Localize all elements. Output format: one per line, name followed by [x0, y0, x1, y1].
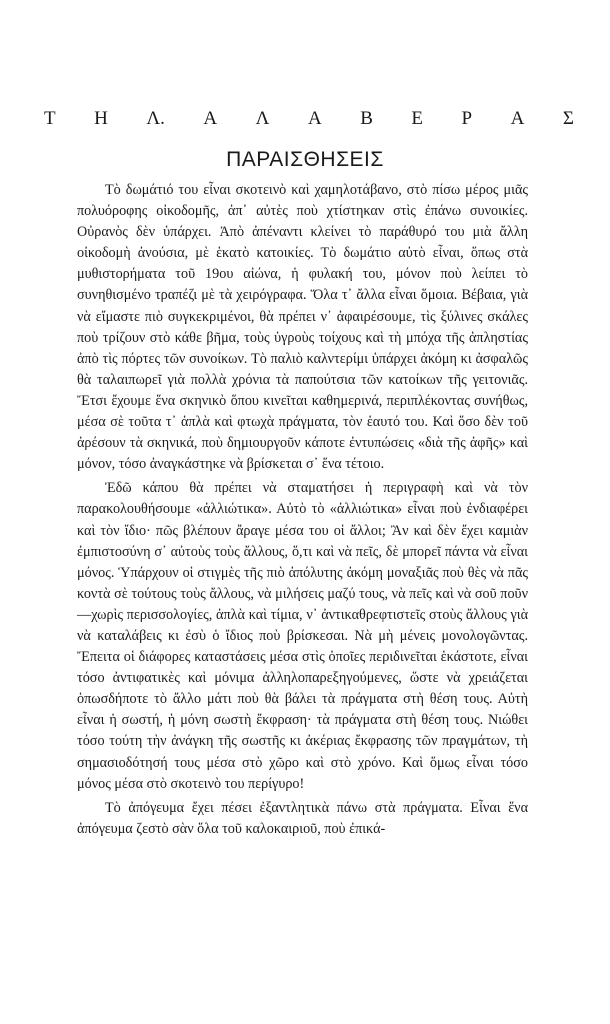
author-letter: Β: [360, 108, 373, 129]
author-letter: Α: [203, 108, 218, 129]
author-name: [44, 108, 574, 132]
page-title: ΠΑΡΑΙΣΘΗΣΕΙΣ: [226, 148, 384, 171]
author-letter: Λ: [255, 108, 270, 129]
author-letter: Τ: [44, 108, 56, 129]
author-letter: Η: [94, 108, 108, 129]
paragraph: Ἐδῶ κάπου θὰ πρέπει νὰ σταματήσει ἡ περιγραφὴ καὶ νὰ τὸν παρακολουθήσουμε «ἀλλιώτικα». Αὐτὸ τὸ «ἀλλιώτικα» εἶναι ποὺ ἐνδιαφέρει καὶ τὸν ἴδιο· πῶς βλέπουν ἄραγε μέσα του οἱ ἄλλοι; Ἂν καὶ δὲν ἔχει καμιὰν ἐμπιστοσύνη σ᾿ αὐτοὺς τοὺς ἄλλους, ὅ,τι καὶ νὰ πεῖς, δὲ μπορεῖ πάντα νὰ εἶναι μόνος. Ὑπάρχουν οἱ στιγμὲς τῆς πιὸ ἀπόλυτης ἀκόμη μοναξιᾶς ποὺ θὲς νὰ πᾶς κοντὰ σὲ τούτους τοὺς ἄλλους, νὰ μιλήσεις μαζύ τους, νὰ πεῖς καὶ νὰ σοῦ ποῦν—χωρὶς περισσολογίες, ἁπλὰ καὶ τίμια, ν᾿ ἀντικαθρεφτιστεῖς στοὺς ἄλλους γιὰ νὰ καταλάβεις κι ἐσὺ ὁ ἴδιος ποὺ βρίσκεσαι. Νὰ μὴ μένεις μονολογῶντας. Ἔπειτα οἱ διάφορες καταστάσεις μέσα στὶς ὁποῖες περιδινεῖται ἑκάστοτε, εἶναι τόσο ἀντιφατικὲς καὶ μόνιμα ἀλληλοπαρεξηγούμενες, ὥστε νὰ χρειάζεται ὁπωσδήποτε τὸ ἄλλο μάτι ποὺ θὰ βάλει τὰ πράγματα στὴ θέση τους. Αὐτὴ εἶναι ἡ σωστή, ἡ μόνη σωστὴ ἔκφραση· τὰ πράγματα στὴ θέση τους. Νιώθει τόσο τούτη τὴν ἀνάγκη τῆς σωστῆς κι ἀκέριας ἔκφρασης τῶν πραγμάτων, τὴ σημασιοδότησή τους μέσα στὸ χῶρο καὶ στὸ χρόνο. Καὶ ὅμως εἶναι τόσο μόνος μέσα στὸ σκοτεινὸ του περίγυρο!: [77, 480, 528, 792]
author-letter: Α: [307, 108, 322, 129]
author-letter: Σ: [562, 108, 574, 129]
author-letter: Ρ: [461, 108, 473, 129]
author-letter: Ε: [411, 108, 424, 129]
paragraph: Τὸ ἀπόγευμα ἔχει πέσει ἐξαντλητικὰ πάνω στὰ πράγματα. Εἶναι ἕνα ἀπόγευμα ζεστὸ σὰν ὅλα τοῦ καλοκαιριοῦ, ποὺ ἐπικά-: [77, 799, 528, 837]
paragraph: Τὸ δωμάτιό του εἶναι σκοτεινὸ καὶ χαμηλοτάβανο, στὸ πίσω μέρος μιᾶς πολυόροφης οἰκοδομῆς, ἀπ᾿ αὐτὲς ποὺ χτίστηκαν στὶς ἐπάνω συνοικίες. Οὐρανὸς δὲν ὑπάρχει. Ἀπὸ ἀπέναντι κλείνει τὸ παράθυρό του μιὰ ἄλλη οἰκοδομὴ ἀνούσια, μὲ ἑκατὸ κατοικίες. Τὸ δωμάτιο αὐτὸ εἶναι, ὅπως στὰ μυθιστορήματα τοῦ 19ου αἰώνα, ἡ φυλακή του, μόνον ποὺ λείπει τὸ συνηθισμένο τραπέζι μὲ τὰ χειρόγραφα. Ὅλα τ᾿ ἄλλα εἶναι ὅμοια. Βέβαια, γιὰ νὰ εἴμαστε πιὸ συγκεκριμένοι, θὰ πρέπει ν᾿ ἀφαιρέσουμε, τὶς ξύλινες σκάλες ποὺ τρίζουν στὸ κάθε βῆμα, τοὺς ὑγροὺς τοίχους καὶ τὴ μπόχα τῆς ἀπληστίας ἀπὸ τὶς πόρτες τῶν συνοίκων. Τὸ παλιὸ καλντερίμι ὑπάρχει ἀκόμη κι ἀσφαλῶς θὰ ταλαιπωρεῖ γιὰ πολλὰ χρόνια τὰ παπούτσια τῶν κατοίκων τῆς γειτονιᾶς. Ἔτσι ἔχουμε ἕνα σκηνικὸ ὅπου κινεῖται καθημερινά, περιπλέκοντας συνήθως, μέσα σὲ τοῦτα τ᾿ ἁπλὰ καὶ φτωχὰ πράγματα, τὸν ἑαυτό του. Καὶ ὅσο δὲν τοῦ ἀρέσουν τὰ σκηνικά, ποὺ δημιουργοῦν κάποτε ἐντυπώσεις «διὰ τῆς ἀφῆς» καὶ μόνον, τόσο ἀναγκάστηκε νὰ βρίσκεται σ᾿ ἕνα τέτοιο.: [77, 182, 528, 473]
author-letter: Α: [510, 108, 525, 129]
body-text: [77, 180, 528, 840]
author-letter: Λ.: [146, 108, 165, 129]
